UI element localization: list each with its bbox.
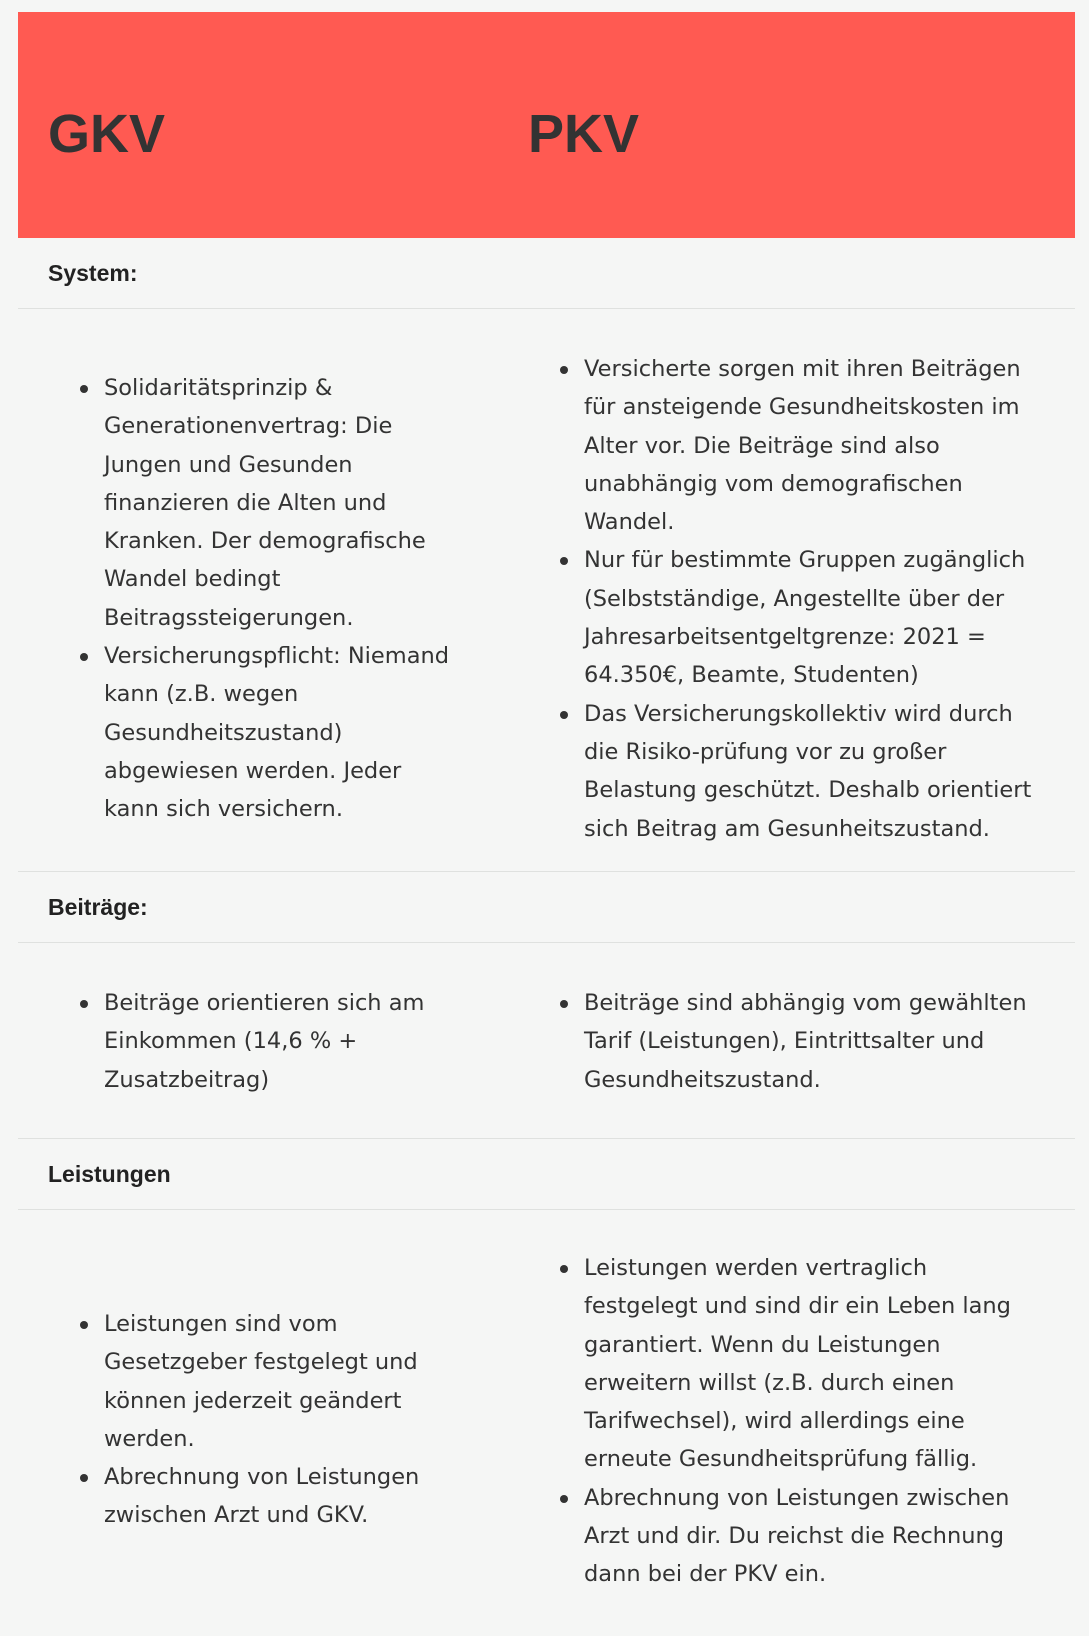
list-item: Abrechnung von Leistungen zwischen Arzt und GKV. bbox=[104, 1458, 484, 1535]
gkv-list bbox=[104, 1305, 484, 1535]
list-item: Leistungen werden vertraglich festgelegt und sind dir ein Leben lang garantiert. Wenn du Leistungen erweitern willst (z.B. durch einen Tarifwechsel), wird allerdings eine erneute Gesundheitsprüfung fällig. bbox=[584, 1249, 1054, 1479]
gkv-list bbox=[104, 984, 484, 1099]
list-item: Solidaritätsprinzip & Generationenvertrag: Die Jungen und Gesunden finanzieren die Alten und Kranken. Der demografische Wandel bedingt Beitragssteigerungen. bbox=[104, 369, 484, 637]
table-header bbox=[18, 12, 1075, 238]
list-item: Beiträge sind abhängig vom gewählten Tarif (Leistungen), Eintrittsalter und Gesundheitszustand. bbox=[584, 984, 1054, 1099]
list-item: Versicherte sorgen mit ihren Beiträgen für ansteigende Gesundheitskosten im Alter vor. Die Beiträge sind also unabhängig vom demografischen Wandel. bbox=[584, 350, 1054, 541]
pkv-column bbox=[584, 350, 1054, 848]
comparison-table bbox=[18, 12, 1075, 1630]
list-item: Versicherungspflicht: Niemand kann (z.B. wegen Gesundheitszustand) abgewiesen werden. Jeder kann sich versichern. bbox=[104, 637, 484, 828]
list-item: Beiträge orientieren sich am Einkommen (14,6 % + Zusatzbeitrag) bbox=[104, 984, 484, 1099]
gkv-heading: GKV bbox=[48, 104, 166, 164]
section-title-label: Leistungen bbox=[48, 1161, 171, 1187]
section-body-leistungen bbox=[18, 1210, 1075, 1630]
gkv-column bbox=[104, 984, 484, 1099]
gkv-column bbox=[104, 1305, 484, 1535]
section-title-beitraege bbox=[18, 872, 1075, 943]
gkv-list bbox=[104, 369, 484, 829]
section-title-system bbox=[18, 238, 1075, 309]
list-item: Nur für bestimmte Gruppen zugänglich (Selbstständige, Angestellte über der Jahresarbeitsentgeltgrenze: 2021 = 64.350€, Beamte, Studenten) bbox=[584, 541, 1054, 694]
pkv-list bbox=[584, 984, 1054, 1099]
section-title-label: System: bbox=[48, 260, 138, 286]
section-body-system bbox=[18, 309, 1075, 872]
pkv-column bbox=[584, 984, 1054, 1099]
gkv-column bbox=[104, 369, 484, 829]
list-item: Abrechnung von Leistungen zwischen Arzt und dir. Du reichst die Rechnung dann bei der PKV ein. bbox=[584, 1479, 1054, 1594]
section-body-beitraege bbox=[18, 943, 1075, 1139]
section-title-leistungen bbox=[18, 1139, 1075, 1210]
pkv-heading: PKV bbox=[528, 104, 640, 164]
list-item: Leistungen sind vom Gesetzgeber festgelegt und können jederzeit geändert werden. bbox=[104, 1305, 484, 1458]
pkv-list bbox=[584, 1249, 1054, 1594]
pkv-column bbox=[584, 1249, 1054, 1594]
section-title-label: Beiträge: bbox=[48, 894, 148, 920]
pkv-list bbox=[584, 350, 1054, 848]
list-item: Das Versicherungskollektiv wird durch die Risiko-prüfung vor zu großer Belastung geschützt. Deshalb orientiert sich Beitrag am Gesunheitszustand. bbox=[584, 695, 1054, 848]
